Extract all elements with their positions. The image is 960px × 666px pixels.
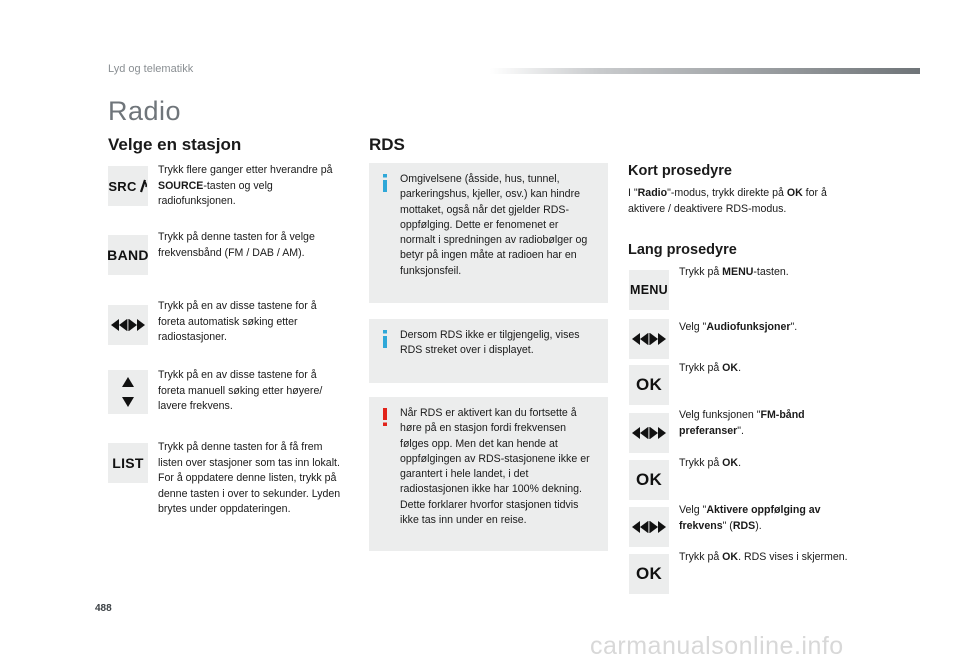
seek-key-step-4 [629,413,669,453]
phone-icon [138,179,148,193]
info-note-2 [369,319,608,383]
ok-key-step-3 [629,365,669,405]
short-procedure-heading: Kort prosedyre [628,163,732,179]
tune-key [108,370,148,414]
step-4-text: Velg funksjonen "FM-bånd preferanser". [679,409,805,437]
item-tune-text: Trykk på en av disse tastene for å foreta manuell søking etter høyere/ lavere frekvens. [158,369,323,412]
section-label: Lyd og telematikk [108,63,194,75]
warning-icon [380,408,390,426]
watermark: carmanualsonline.info [590,632,844,660]
left-heading: Velge en stasjon [108,135,242,154]
ok-key-label: OK [635,470,663,489]
step-5-text: Trykk på OK. [679,457,742,469]
src-key-label: SRC [108,178,137,194]
seek-arrows-icon [629,520,669,534]
info-icon [380,174,390,192]
seek-arrows-icon [629,426,669,440]
list-key-label: LIST [112,455,144,471]
seek-key-step-2 [629,319,669,359]
seek-arrows-icon [108,318,148,332]
long-procedure-heading: Lang prosedyre [628,242,737,258]
step-1-text: Trykk på MENU-tasten. [679,266,789,278]
info-note-1 [369,163,608,303]
page-title: Radio [108,96,182,126]
band-key-label: BAND [107,247,149,263]
seek-arrows-icon [629,332,669,346]
up-down-arrows-icon [121,376,135,408]
ok-key-label: OK [635,375,663,394]
ok-key-step-7 [629,554,669,594]
step-3-text: Trykk på OK. [679,362,742,374]
seek-key [108,305,148,345]
menu-key-label: MENU [629,283,668,297]
item-band-text: Trykk på denne tasten for å velge frekvensbånd (FM / DAB / AM). [158,231,315,259]
item-list-text: Trykk på denne tasten for å få frem listen over stasjoner som tas inn lokalt. For å oppdatere denne listen, trykk på denne tasten i over to sekunder. Lyden brytes under oppdateringen. [158,441,341,515]
note-1-text: Omgivelsene (åsside, hus, tunnel, parkeringshus, kjeller, osv.) kan hindre mottaket, også når det gjelder RDS-oppfølging. Dette er fenomenet er normalt i spredningen av radiobølger og betyr på ingen måte at radioen har en funksjonsfeil. [400,173,588,277]
seek-key-step-6 [629,507,669,547]
header-bar [490,68,920,74]
rds-heading: RDS [369,135,405,154]
warning-note [369,397,608,551]
step-7-text: Trykk på OK. RDS vises i skjermen. [679,551,848,563]
menu-key [629,270,669,310]
step-6-text: Velg "Aktivere oppfølging av frekvens" (RDS). [679,504,821,532]
ok-key-label: OK [635,564,663,583]
page-number: 488 [95,603,112,614]
ok-key-step-5 [629,460,669,500]
step-2-text: Velg "Audiofunksjoner". [679,321,798,333]
note-3-text: Når RDS er aktivert kan du fortsette å høre på en stasjon fordi frekvensen følges opp. Men det kan hende at oppfølgingen av RDS-stasjonene ikke er garantert i hele landet, i det radiostasjonen ikke har 100% dekning. Dette forklarer hvorfor stasjonen tidvis ikke tas inn under en reise. [400,407,590,527]
item-src-text: Trykk flere ganger etter hverandre på SOURCE-tasten og velg radiofunksjonen. [158,164,333,207]
info-icon [380,330,390,348]
short-procedure-text: I "Radio"-modus, trykk direkte på OK for å aktivere / deaktivere RDS-modus. [628,187,827,215]
list-key [108,443,148,483]
note-2-text: Dersom RDS ikke er tilgjengelig, vises RDS streket over i displayet. [400,329,580,357]
item-seek-text: Trykk på en av disse tastene for å foreta automatisk søking etter radiostasjoner. [158,300,317,343]
src-key [108,166,148,206]
band-key [108,235,148,275]
